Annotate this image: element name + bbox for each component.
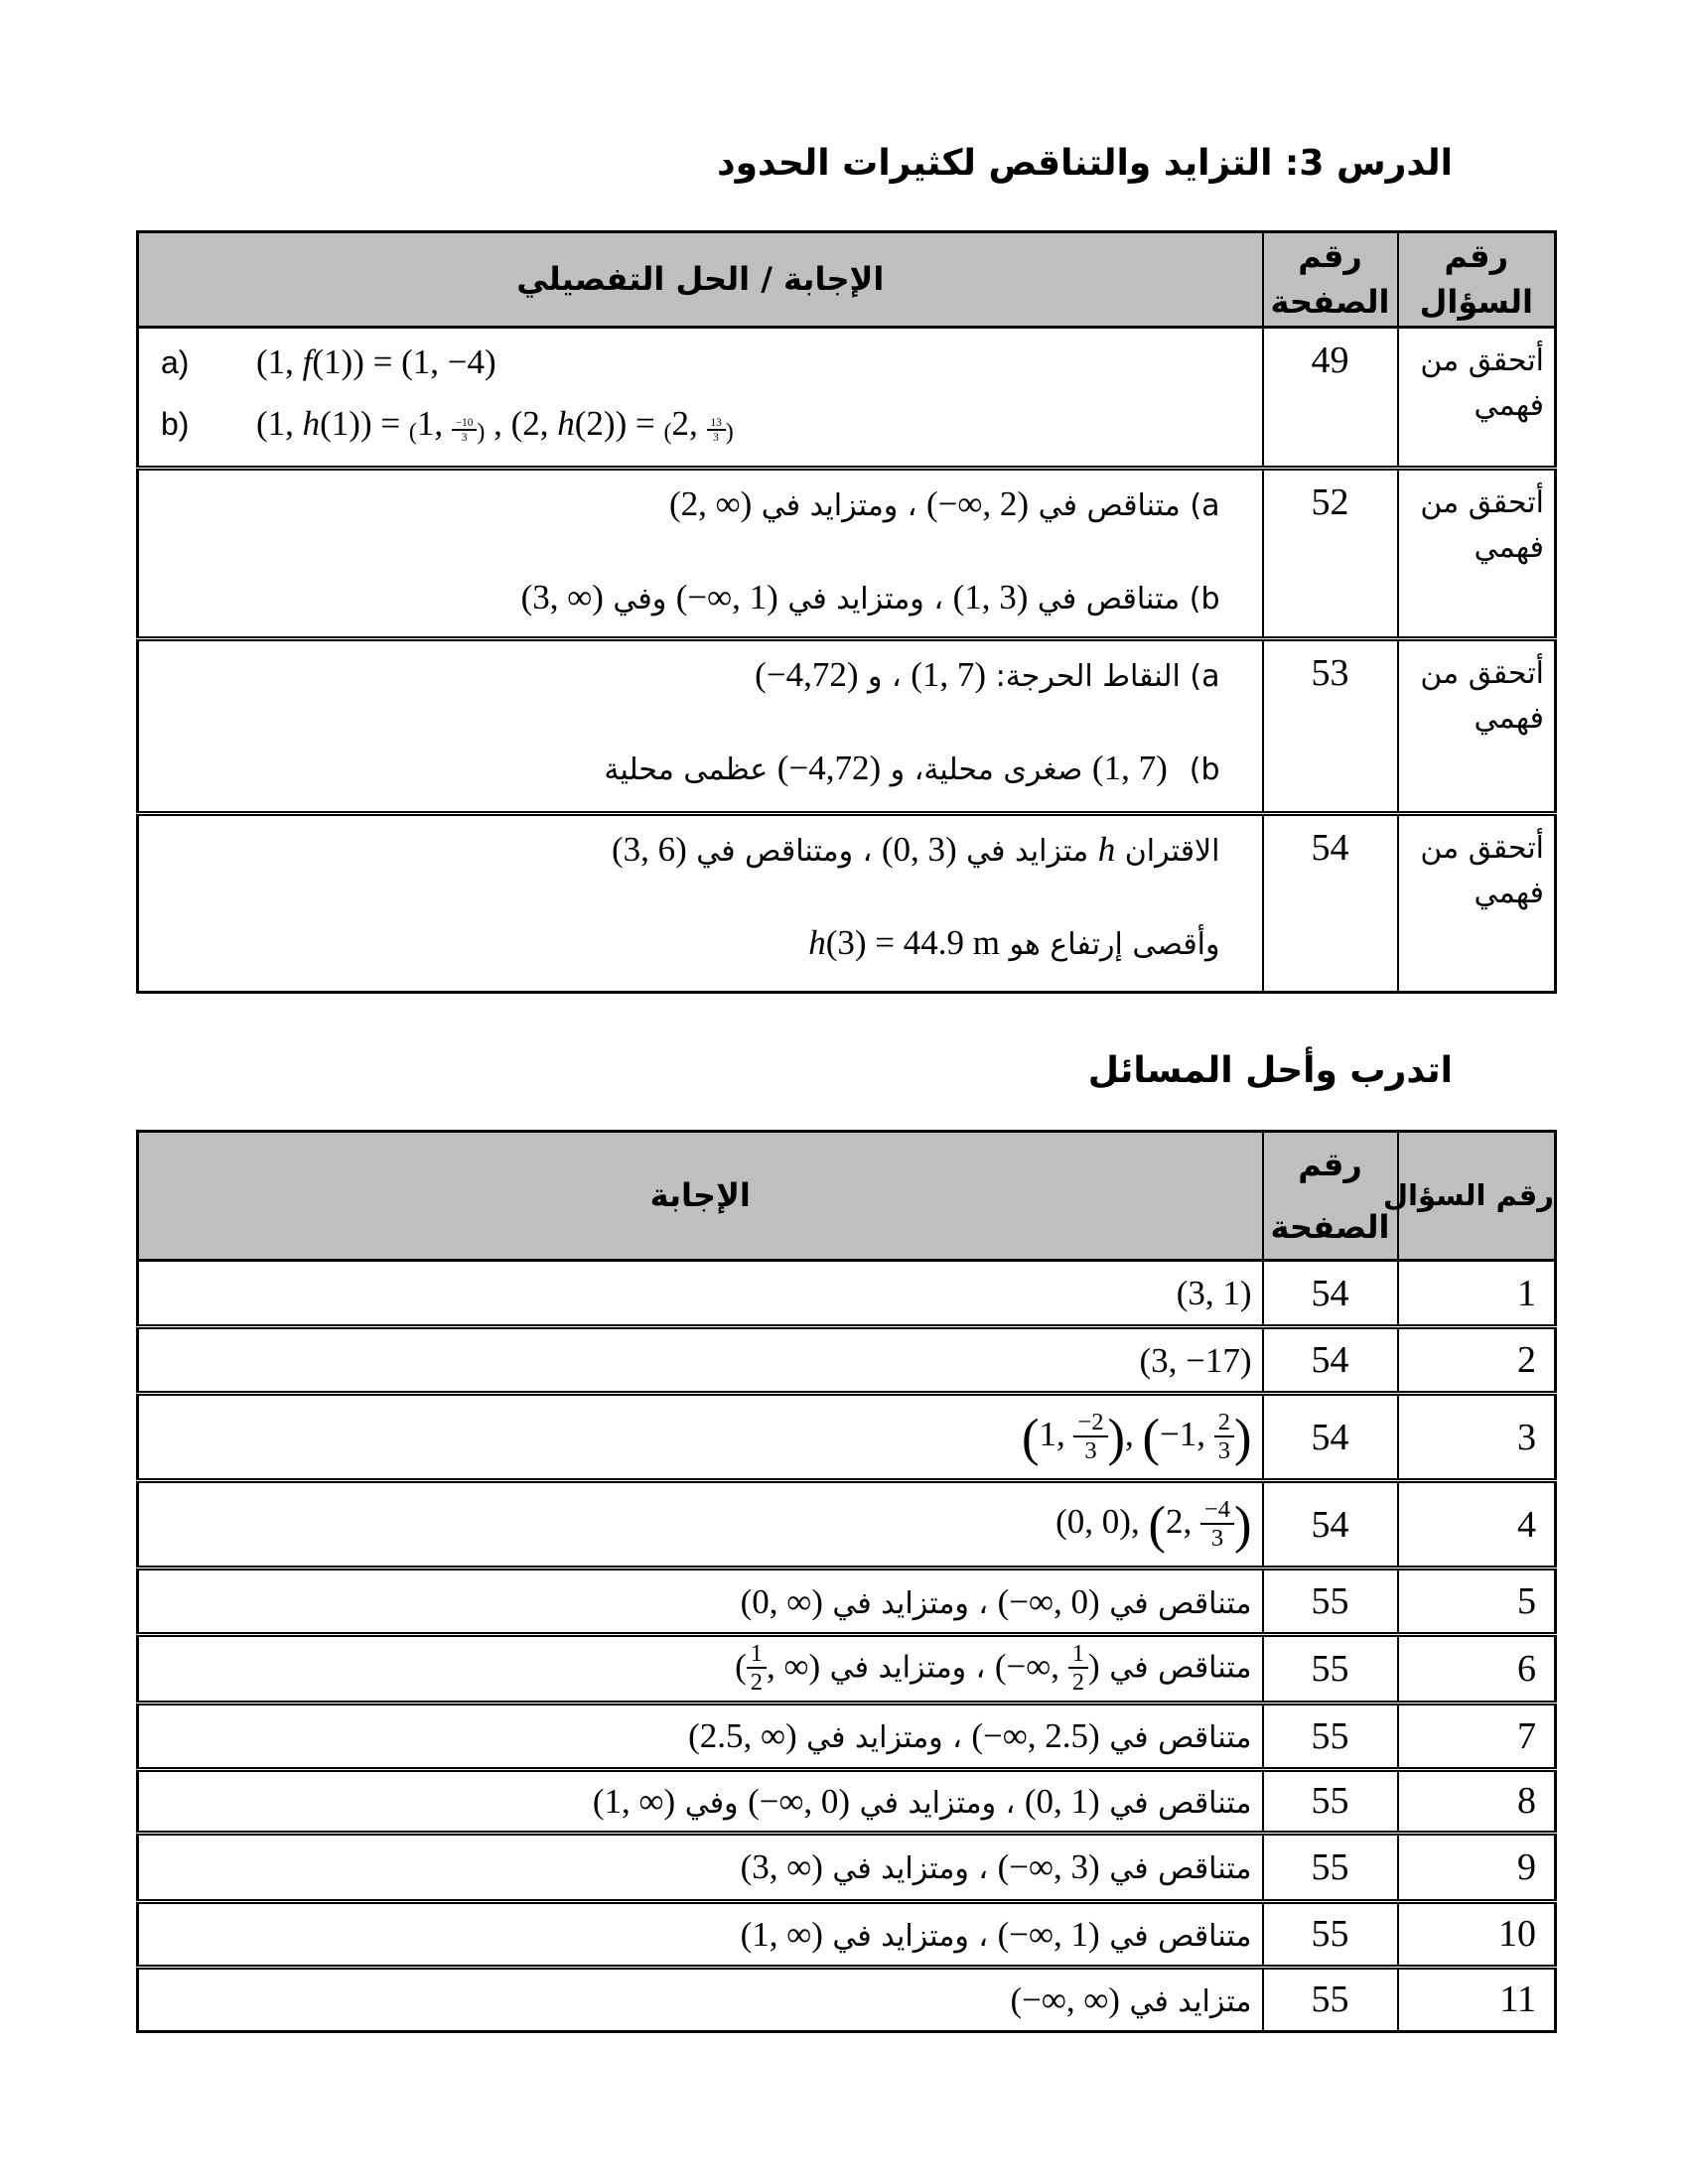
table-row bbox=[138, 1901, 1556, 1967]
header-answer: الإجابة bbox=[138, 1132, 1263, 1261]
header-page-number bbox=[1263, 1132, 1398, 1261]
interval: (1, ∞) bbox=[592, 1781, 676, 1821]
answer-cell bbox=[138, 1901, 1263, 1967]
item-label: b) bbox=[161, 406, 190, 443]
page-cell: 54 bbox=[1263, 1481, 1398, 1569]
arabic-text: ، و bbox=[858, 658, 912, 694]
math-text: 2, bbox=[671, 404, 707, 444]
page-cell: 49 bbox=[1263, 327, 1398, 468]
interval: (2, ∞) bbox=[668, 483, 753, 523]
math-expression bbox=[808, 923, 1000, 962]
fraction bbox=[747, 1641, 767, 1697]
arabic-text: ، ومتزايد في bbox=[820, 1650, 995, 1686]
arabic-text: ، ومتزايد في bbox=[850, 1785, 1025, 1821]
fraction-numerator: −2 bbox=[1077, 1408, 1104, 1435]
answer-cell bbox=[138, 1967, 1263, 2031]
table-row bbox=[138, 638, 1556, 813]
arabic-text: ، ومتزايد في bbox=[796, 1720, 972, 1756]
page-cell: 55 bbox=[1263, 1833, 1398, 1901]
table-header-row bbox=[138, 1132, 1556, 1261]
interval: (−∞, 1) bbox=[675, 578, 778, 617]
fraction-denominator: 3 bbox=[452, 429, 478, 444]
table-row bbox=[138, 1394, 1556, 1481]
fraction bbox=[1073, 1410, 1107, 1465]
close-paren: ) bbox=[1234, 1409, 1252, 1467]
math-text: (2)) = bbox=[574, 404, 664, 444]
math-variable: h bbox=[302, 404, 321, 444]
interval: (−∞, 1) bbox=[997, 1914, 1100, 1954]
interval bbox=[735, 1640, 821, 1697]
question-label: فهمي bbox=[1474, 387, 1544, 423]
table-header-row bbox=[138, 232, 1556, 328]
arabic-text: صغرى محلية، و bbox=[881, 752, 1092, 788]
table-row bbox=[138, 1569, 1556, 1635]
open-paren: ( bbox=[1148, 1496, 1166, 1555]
math-variable: h bbox=[808, 923, 826, 963]
point-pair: (1, 7) bbox=[911, 654, 987, 694]
math-text: 1, bbox=[416, 404, 452, 444]
interval: (3, ∞) bbox=[740, 1847, 823, 1887]
answer-cell bbox=[138, 1635, 1263, 1704]
fraction-denominator: 2 bbox=[1068, 1667, 1088, 1696]
fraction bbox=[1068, 1641, 1088, 1697]
answer-cell bbox=[138, 1481, 1263, 1569]
close-paren: ) bbox=[725, 419, 734, 446]
answer-line bbox=[165, 649, 1220, 702]
question-number-cell: 5 bbox=[1398, 1569, 1556, 1635]
table-row bbox=[138, 1327, 1556, 1394]
close-paren: ) bbox=[477, 419, 486, 446]
arabic-text: وفي bbox=[675, 1785, 749, 1821]
arabic-text: عظمى محلية bbox=[604, 752, 777, 788]
item-label: a) bbox=[161, 343, 190, 380]
open-paren: ( bbox=[1021, 1409, 1040, 1467]
math-text: (3) = 44.9 m bbox=[825, 923, 1000, 963]
interval: (−∞, ∞) bbox=[1010, 1979, 1120, 2019]
interval: (−∞, 3) bbox=[997, 1847, 1100, 1887]
fraction bbox=[1200, 1497, 1234, 1553]
table-row bbox=[138, 1833, 1556, 1901]
answer-cell bbox=[138, 1394, 1263, 1481]
page-cell: 54 bbox=[1263, 1327, 1398, 1394]
fraction-denominator: 2 bbox=[747, 1667, 767, 1696]
fraction-numerator: −4 bbox=[1203, 1495, 1231, 1523]
interval: (0, 1) bbox=[1024, 1781, 1100, 1821]
question-number-cell: 1 bbox=[1398, 1261, 1556, 1327]
page-cell: 55 bbox=[1263, 1967, 1398, 2031]
table-row bbox=[138, 327, 1556, 468]
math-text: (1)) = bbox=[320, 404, 409, 444]
page-cell: 52 bbox=[1263, 468, 1398, 638]
question-number-cell: 9 bbox=[1398, 1833, 1556, 1901]
page-cell: 55 bbox=[1263, 1769, 1398, 1833]
answer-line bbox=[165, 743, 1220, 795]
fraction-numerator: 1 bbox=[750, 1640, 764, 1667]
interval: (−∞, 0) bbox=[748, 1781, 851, 1821]
arabic-text: ، ومتزايد في bbox=[777, 582, 953, 617]
interval: (0, ∞) bbox=[740, 1581, 823, 1621]
fraction-numerator: −10 bbox=[455, 417, 474, 429]
table-row bbox=[138, 1261, 1556, 1327]
math-text: , ∞) bbox=[767, 1646, 821, 1686]
answer-line bbox=[165, 917, 1220, 970]
table-row bbox=[138, 813, 1556, 992]
arabic-text: متناقص في bbox=[1099, 1851, 1252, 1887]
math-variable: h bbox=[557, 404, 575, 444]
item-label: b)‏ bbox=[1189, 752, 1220, 788]
math-text: (1, bbox=[256, 404, 303, 444]
fraction-denominator: 3 bbox=[1073, 1435, 1107, 1464]
question-label: أتحقق من bbox=[1420, 830, 1544, 866]
table-row bbox=[138, 468, 1556, 638]
practice-title: اتدرب وأحل المسائل bbox=[1087, 1050, 1453, 1091]
table-row bbox=[138, 1481, 1556, 1569]
arabic-text: متزايد في bbox=[956, 833, 1098, 869]
close-paren: ) bbox=[1107, 1409, 1126, 1467]
answer-line bbox=[165, 572, 1220, 624]
answer-cell bbox=[138, 1569, 1263, 1635]
answer-cell bbox=[138, 813, 1263, 992]
math-variable: f bbox=[302, 341, 313, 381]
header-question-number: رقم السؤال bbox=[1398, 1132, 1556, 1261]
question-label: أتحقق من bbox=[1420, 342, 1544, 378]
arabic-text: متزايد في bbox=[1119, 1983, 1252, 2019]
page-cell: 55 bbox=[1263, 1635, 1398, 1704]
answer-line bbox=[161, 337, 1220, 389]
table-row bbox=[138, 1703, 1556, 1769]
math-text: , bbox=[1125, 1415, 1143, 1454]
answer-cell bbox=[138, 1703, 1263, 1769]
page-cell: 54 bbox=[1263, 813, 1398, 992]
arabic-text: a) النقاط الحرجة: bbox=[986, 658, 1220, 694]
answer-line bbox=[165, 478, 1220, 531]
question-number-cell: 10 bbox=[1398, 1901, 1556, 1967]
fraction bbox=[452, 417, 478, 444]
point-pair: (−4,72) bbox=[755, 654, 859, 694]
answer-cell bbox=[138, 1327, 1263, 1394]
math-text: , (2, bbox=[485, 404, 558, 444]
point-pair: (3, 1) bbox=[1176, 1274, 1252, 1312]
arabic-text: ، ومتزايد في bbox=[752, 487, 927, 523]
arabic-text: متناقص في bbox=[1099, 1650, 1252, 1686]
arabic-text: وأقصى إرتفاع هو bbox=[1000, 927, 1220, 963]
fraction-denominator: 3 bbox=[1214, 1435, 1234, 1464]
page-cell: 55 bbox=[1263, 1703, 1398, 1769]
question-label: فهمي bbox=[1474, 529, 1544, 565]
interval: (0, 3) bbox=[881, 829, 957, 869]
arabic-text: متناقص في bbox=[1099, 1785, 1252, 1821]
open-paren: ( bbox=[663, 419, 672, 446]
answer-cell bbox=[138, 327, 1263, 468]
arabic-text: الاقتران bbox=[1115, 833, 1220, 869]
open-paren: ( bbox=[408, 419, 417, 446]
interval: (1, ∞) bbox=[740, 1914, 823, 1954]
page-cell: 55 bbox=[1263, 1569, 1398, 1635]
arabic-text: a) متناقص في bbox=[1029, 487, 1220, 523]
page-cell: 53 bbox=[1263, 638, 1398, 813]
arabic-text: متناقص في bbox=[1099, 1720, 1252, 1756]
lesson-title: الدرس 3: التزايد والتناقص لكثيرات الحدود bbox=[717, 143, 1453, 184]
question-number-cell: 3 bbox=[1398, 1394, 1556, 1481]
question-number-cell: 11 bbox=[1398, 1967, 1556, 2031]
question-cell bbox=[1398, 638, 1556, 813]
fraction-numerator: 1 bbox=[1071, 1640, 1085, 1667]
question-label: أتحقق من bbox=[1420, 484, 1544, 520]
answer-line bbox=[165, 824, 1220, 877]
header-line: الصفحة bbox=[1270, 1207, 1390, 1246]
math-text: 2, bbox=[1165, 1502, 1200, 1542]
answer-cell bbox=[138, 1769, 1263, 1833]
fraction bbox=[1214, 1410, 1234, 1465]
arabic-text: متناقص في bbox=[1099, 1585, 1252, 1621]
math-text: 1, bbox=[1039, 1415, 1074, 1454]
table-row bbox=[138, 1967, 1556, 2031]
fraction-denominator: 3 bbox=[1200, 1523, 1234, 1552]
arabic-text: ، ومتزايد في bbox=[822, 1918, 998, 1954]
answer-cell bbox=[138, 468, 1263, 638]
close-paren: ) bbox=[1234, 1496, 1252, 1555]
header-line: رقم bbox=[1298, 237, 1362, 275]
arabic-text: b) متناقص في bbox=[1028, 582, 1220, 617]
header-line: السؤال bbox=[1419, 283, 1533, 322]
interval: (1, 3) bbox=[952, 578, 1029, 617]
point-pair bbox=[1055, 1495, 1252, 1555]
arabic-text: متناقص في bbox=[1099, 1918, 1252, 1954]
question-number-cell: 2 bbox=[1398, 1327, 1556, 1394]
point-pair bbox=[1021, 1408, 1252, 1467]
question-label: أتحقق من bbox=[1420, 655, 1544, 691]
interval: (−∞, 0) bbox=[997, 1581, 1100, 1621]
question-cell bbox=[1398, 813, 1556, 992]
header-line: رقم bbox=[1444, 237, 1508, 275]
page-cell: 55 bbox=[1263, 1901, 1398, 1967]
math-text: (−∞, bbox=[994, 1646, 1068, 1686]
interval: (−∞, 2.5) bbox=[971, 1716, 1100, 1756]
interval: (3, 6) bbox=[611, 829, 687, 869]
math-text: ( bbox=[735, 1646, 747, 1686]
header-question-number bbox=[1398, 232, 1556, 328]
table-row bbox=[138, 1769, 1556, 1833]
arabic-text: ، ومتناقص في bbox=[686, 833, 882, 869]
fraction-denominator: 3 bbox=[707, 429, 726, 444]
interval: (3, ∞) bbox=[520, 578, 604, 617]
question-label: فهمي bbox=[1474, 700, 1544, 736]
header-answer: الإجابة / الحل التفصيلي bbox=[138, 232, 1263, 328]
open-paren: ( bbox=[1142, 1409, 1161, 1467]
math-text: (0, 0), bbox=[1055, 1502, 1149, 1542]
table-row bbox=[138, 1635, 1556, 1704]
page-cell: 54 bbox=[1263, 1394, 1398, 1481]
question-number-cell: 4 bbox=[1398, 1481, 1556, 1569]
math-text: −1, bbox=[1160, 1415, 1214, 1454]
interval: (−∞, 2) bbox=[926, 483, 1030, 523]
answer-cell bbox=[138, 1261, 1263, 1327]
question-cell bbox=[1398, 468, 1556, 638]
question-cell bbox=[1398, 327, 1556, 468]
interval: (2.5, ∞) bbox=[688, 1716, 797, 1756]
question-number-cell: 8 bbox=[1398, 1769, 1556, 1833]
arabic-text: وفي bbox=[603, 582, 676, 617]
fraction-numerator: 2 bbox=[1217, 1408, 1231, 1435]
math-text: ) bbox=[1088, 1646, 1100, 1686]
point-pair: (3, −17) bbox=[1139, 1340, 1252, 1380]
check-understanding-table bbox=[136, 230, 1557, 994]
question-number-cell: 7 bbox=[1398, 1703, 1556, 1769]
answer-line bbox=[161, 398, 1220, 451]
fraction bbox=[707, 417, 726, 444]
point-pair: (−4,72) bbox=[776, 749, 882, 788]
answer-cell bbox=[138, 1833, 1263, 1901]
fraction-numerator: 13 bbox=[710, 417, 722, 429]
answer-cell bbox=[138, 638, 1263, 813]
question-number-cell: 6 bbox=[1398, 1635, 1556, 1704]
page-cell: 54 bbox=[1263, 1261, 1398, 1327]
point-pair: (1, 7) bbox=[1091, 749, 1168, 788]
arabic-text: ، ومتزايد في bbox=[822, 1851, 998, 1887]
practice-answers-table bbox=[136, 1130, 1557, 2033]
header-page-number bbox=[1263, 232, 1398, 328]
header-line: الصفحة bbox=[1270, 283, 1390, 322]
math-text: (1)) = (1, −4) bbox=[312, 341, 496, 381]
arabic-text: ، ومتزايد في bbox=[822, 1585, 998, 1621]
math-variable: h bbox=[1097, 829, 1116, 869]
interval bbox=[994, 1640, 1100, 1697]
question-label: فهمي bbox=[1474, 875, 1544, 910]
math-text: (1, bbox=[256, 341, 303, 381]
header-line: رقم bbox=[1298, 1146, 1362, 1184]
